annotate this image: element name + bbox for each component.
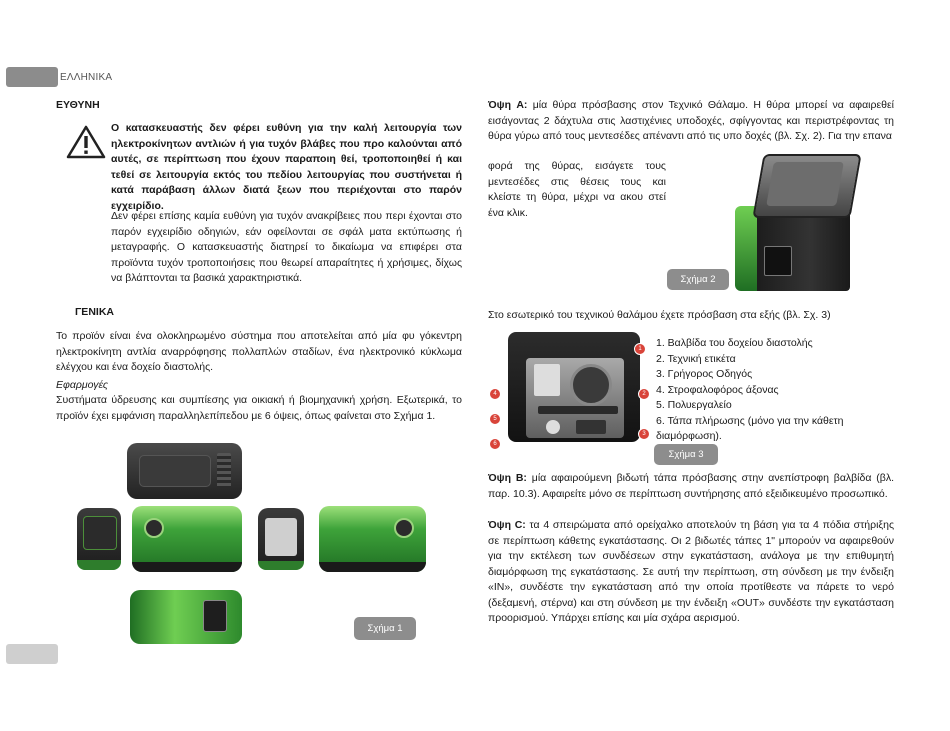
responsibility-text: Δεν φέρει επίσης καμία ευθύνη για τυχόν ανακρίβειες που περι έχονται στο παρόν εγχειρίδιο οδηγιών, εάν οφείλονται σε σφάλ ματα εκτύπωσης ή μεταγραφής. Ο κατασκευαστής διατηρεί το δικαίωμα να επιφέρει στα προϊόντα τυχόν τροποποιήσεις που θεωρεί απαραίτητες ή χρήσιμες, δίχως να βλάπτονται τα βασικά χαρακτηριστικά. xyxy=(111,210,462,284)
view-c-text: Όψη C: τα 4 σπειρώματα από ορείχαλκο αποτελούν τη βάση για τα 4 πόδια στήριξης σε περίπτωση κάθετης εγκατάστασης. Οι 2 βιδωτές τάπες 1" μπορούν να αφαιρεθούν για την εκτέλεση των συνδέσεων στην εγκατάσταση, ανάλογα με την επιθυμητή διαμόρφωση της εγκατάστασης. Σε αυτή την περίπτωση, στη σύνδεση με την ένδειξη «IN», συνδέστε την εγκατάσταση από την οποία προτίθεστε να πάρετε το νερό (δεξαμενή, στέρνα) και στη σύνδεση με την ένδειξη «OUT» συνδέστε την εγκατάσταση προορισμού. Υπάρχει επίσης και μία σχάρα αερισμού. xyxy=(488,519,895,624)
pump-back-view xyxy=(258,508,304,570)
inside-items-list xyxy=(656,336,894,445)
general-title: ΓΕΝΙΚΑ xyxy=(75,306,114,318)
figure-3 xyxy=(486,330,652,458)
page-tab-bottom xyxy=(6,644,58,664)
language-label: ΕΛΛΗΝΙΚΑ xyxy=(60,72,113,83)
view-b-text: Όψη B: μία αφαιρούμενη βιδωτή τάπα πρόσβασης στην ανεπίστροφη βαλβίδα (βλ. παρ. 10.3). Αφαιρείτε μόνο σε περίπτωση συντήρησης από εξειδικευμένο προσωπικό. xyxy=(488,472,894,500)
pump-bottom-view xyxy=(130,590,242,644)
figure-3-marker-6: 6 xyxy=(489,438,501,450)
list-item: 3. Γρήγορος Οδηγός xyxy=(656,368,753,380)
applications-text: Συστήματα ύδρευσης και συμπίεσης για οικιακή ή βιομηχανική χρήση. Εξωτερικά, το προϊόν έχει εμφάνιση παραλληλεπίπεδου με 6 όψεις, όπως φαίνεται στο Σχήμα 1. xyxy=(56,394,462,422)
pump-front-view xyxy=(132,506,242,572)
inside-text: Στο εσωτερικό του τεχνικού θαλάμου έχετε πρόσβαση στα εξής (βλ. Σχ. 3) xyxy=(488,309,831,321)
list-item: 1. Βαλβίδα του δοχείου διαστολής xyxy=(656,337,813,349)
general-intro: Το προϊόν είναι ένα ολοκληρωμένο σύστημα που αποτελείται από μία φυ γόκεντρη ηλεκτροκίνητη αντλία αναρρόφησης πολλαπλών σταδίων, ένα ηλεκτρονικό κύκλωμα ελέγχου και ένα δοχείο διαστολής. xyxy=(56,330,462,373)
applications-title: Εφαρμογές xyxy=(56,379,108,391)
figure-1-caption: Σχήμα 1 xyxy=(354,617,416,640)
figure-3-marker-2: 2 xyxy=(638,388,650,400)
warning-icon xyxy=(66,125,106,159)
page-tab-top xyxy=(6,67,58,87)
responsibility-title: ΕΥΘΥΝΗ xyxy=(56,99,100,111)
figure-3-caption: Σχήμα 3 xyxy=(654,444,718,465)
pump-side-view-a xyxy=(77,508,121,570)
list-item: 4. Στροφαλοφόρος άξονας xyxy=(656,383,779,396)
list-item: 2. Τεχνική ετικέτα xyxy=(656,352,736,365)
figure-3-marker-4: 4 xyxy=(489,388,501,400)
view-a-text-cont: φορά της θύρας, εισάγετε τους μεντεσέδες στις θέσεις τους και κλείστε τη θύρα, μέχρι να ακου στεί ένα κλικ. xyxy=(488,160,666,219)
list-item: 5. Πολυεργαλείο xyxy=(656,399,732,411)
responsibility-bold-text: Ο κατασκευαστής δεν φέρει ευθύνη για την καλή λειτουργία των ηλεκτροκίνητων αντλιών ή για τυχόν βλάβες που προ καλούνται από αυτές, σε περίπτωση που έχουν παραποιη θεί, τροποποιηθεί ή και τεθεί σε λειτουργία εκτός του πεδίου λειτουργίας που συστήνεται ή κατά παράβαση άλλων διατά ξεων που περιέχονται στο παρόν εγχειρίδιο. xyxy=(111,122,462,212)
figure-3-marker-3: 3 xyxy=(638,428,650,440)
figure-2-caption: Σχήμα 2 xyxy=(667,269,729,290)
list-item: 6. Τάπα πλήρωσης (μόνο για την κάθετη διαμόρφωση). xyxy=(656,414,844,442)
pump-top-view xyxy=(127,443,242,499)
pump-side-view-b xyxy=(319,506,426,572)
figure-3-marker-5: 5 xyxy=(489,413,501,425)
view-a-text: Όψη A: μία θύρα πρόσβασης στον Τεχνικό Θάλαμο. Η θύρα μπορεί να αφαιρεθεί εισάγοντας 2 δάχτυλα στις λαστιχένιες υποδοχές, σφίγγοντας και περιστρέφοντας τη θύρα γύρω από τους μεντεσέδες απέναντι από τις υπο δοχές (βλ. Σχ. 2). Για την επανα xyxy=(488,99,894,142)
figure-3-marker-1: 1 xyxy=(634,343,646,355)
